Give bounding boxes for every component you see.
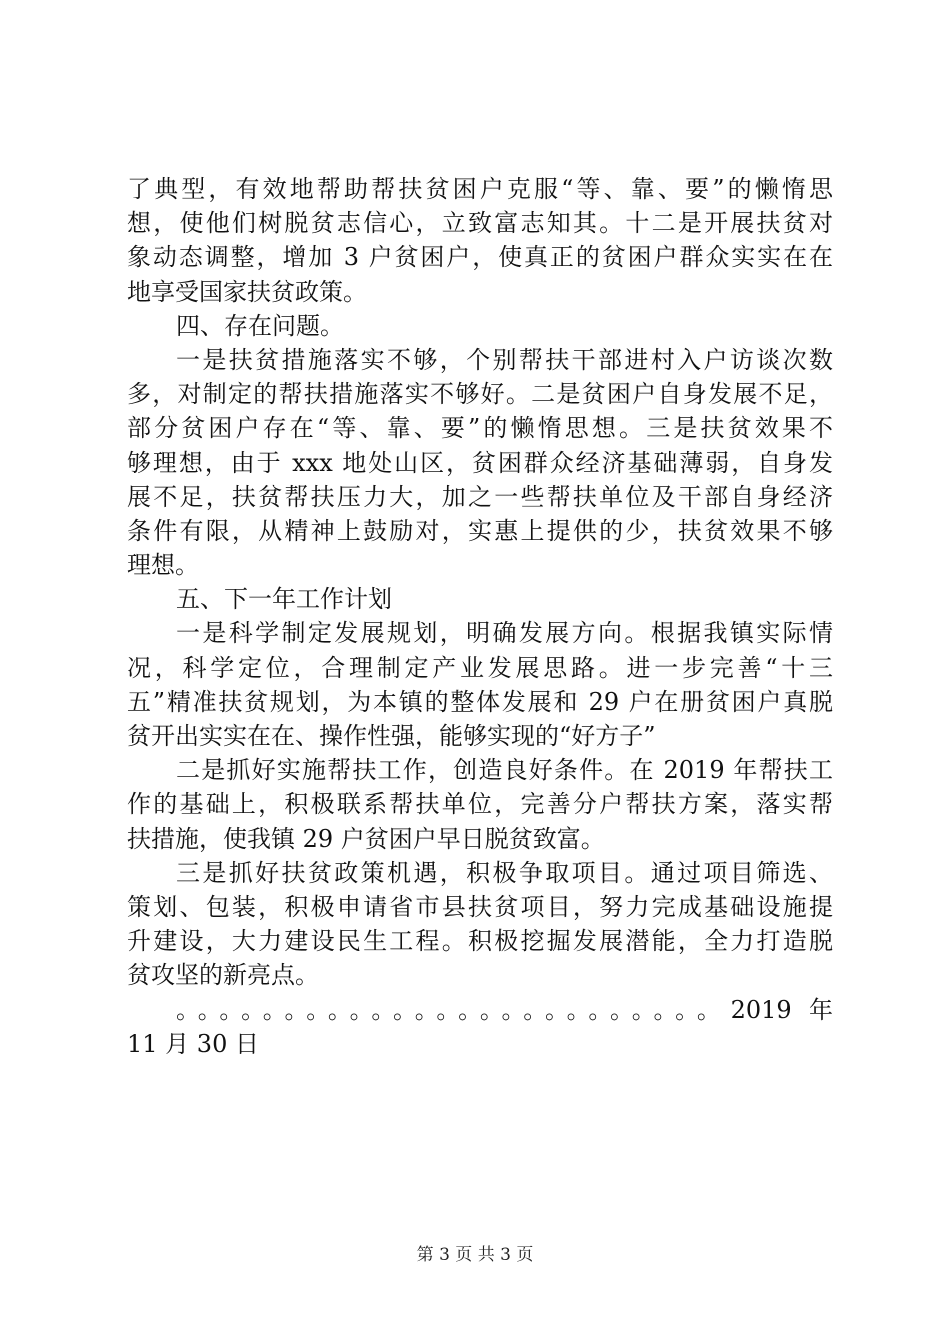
text-line: 四、存在问题。: [176, 311, 344, 340]
text-line: 。。。。。。。。。。。。。。。。。。。。。。。。。2019 年: [176, 995, 833, 1024]
text-line: 一是扶贫措施落实不够，个别帮扶干部进村入户访谈次数: [176, 345, 833, 374]
text-line: 象动态调整，增加 3 户贫困户，使真正的贫困户群众实实在在: [127, 243, 833, 272]
text-line: 一是科学制定发展规划，明确发展方向。根据我镇实际情: [176, 619, 833, 648]
text-line: 多，对制定的帮扶措施落实不够好。二是贫困户自身发展不足，: [127, 380, 833, 409]
text-line: 贫开出实实在在、操作性强，能够实现的“好方子”: [127, 722, 656, 750]
text-line: 作的基础上，积极联系帮扶单位，完善分户帮扶方案，落实帮: [127, 790, 833, 819]
text-line: 扶措施，使我镇 29 户贫困户早日脱贫致富。: [127, 824, 605, 853]
text-line: 五、下一年工作计划: [176, 585, 392, 614]
text-line: 够理想，由于 xxx 地处山区，贫困群众经济基础薄弱，自身发: [127, 448, 833, 477]
text-line: 升建设，大力建设民生工程。积极挖掘发展潜能，全力打造脱: [127, 927, 833, 956]
text-line: 理想。: [127, 551, 199, 580]
document-body: [127, 172, 833, 1061]
text-line: 策划、包装，积极申请省市县扶贫项目，努力完成基础设施提: [127, 892, 833, 921]
text-line: 二是抓好实施帮扶工作，创造良好条件。在 2019 年帮扶工: [176, 756, 833, 785]
text-line: 条件有限，从精神上鼓励对，实惠上提供的少，扶贫效果不够: [127, 516, 833, 545]
text-line: 三是抓好扶贫政策机遇，积极争取项目。通过项目筛选、: [176, 858, 833, 887]
text-line: 部分贫困户存在“等、靠、要”的懒惰思想。三是扶贫效果不: [127, 414, 833, 443]
page-footer: 第 3 页 共 3 页: [416, 1245, 534, 1265]
text-line: 五”精准扶贫规划，为本镇的整体发展和 29 户在册贫困户真脱: [127, 687, 833, 716]
text-line: 11 月 30 日: [127, 1029, 259, 1058]
text-line: 了典型，有效地帮助帮扶贫困户克服“等、靠、要”的懒惰思: [127, 175, 833, 203]
text-line: 况，科学定位，合理制定产业发展思路。进一步完善“十三: [127, 653, 833, 682]
text-line: 贫攻坚的新亮点。: [127, 961, 319, 990]
text-line: 地享受国家扶贫政策。: [127, 277, 367, 306]
text-line: 展不足，扶贫帮扶压力大，加之一些帮扶单位及干部自身经济: [127, 482, 833, 511]
text-line: 想，使他们树脱贫志信心，立致富志知其。十二是开展扶贫对: [127, 209, 833, 238]
